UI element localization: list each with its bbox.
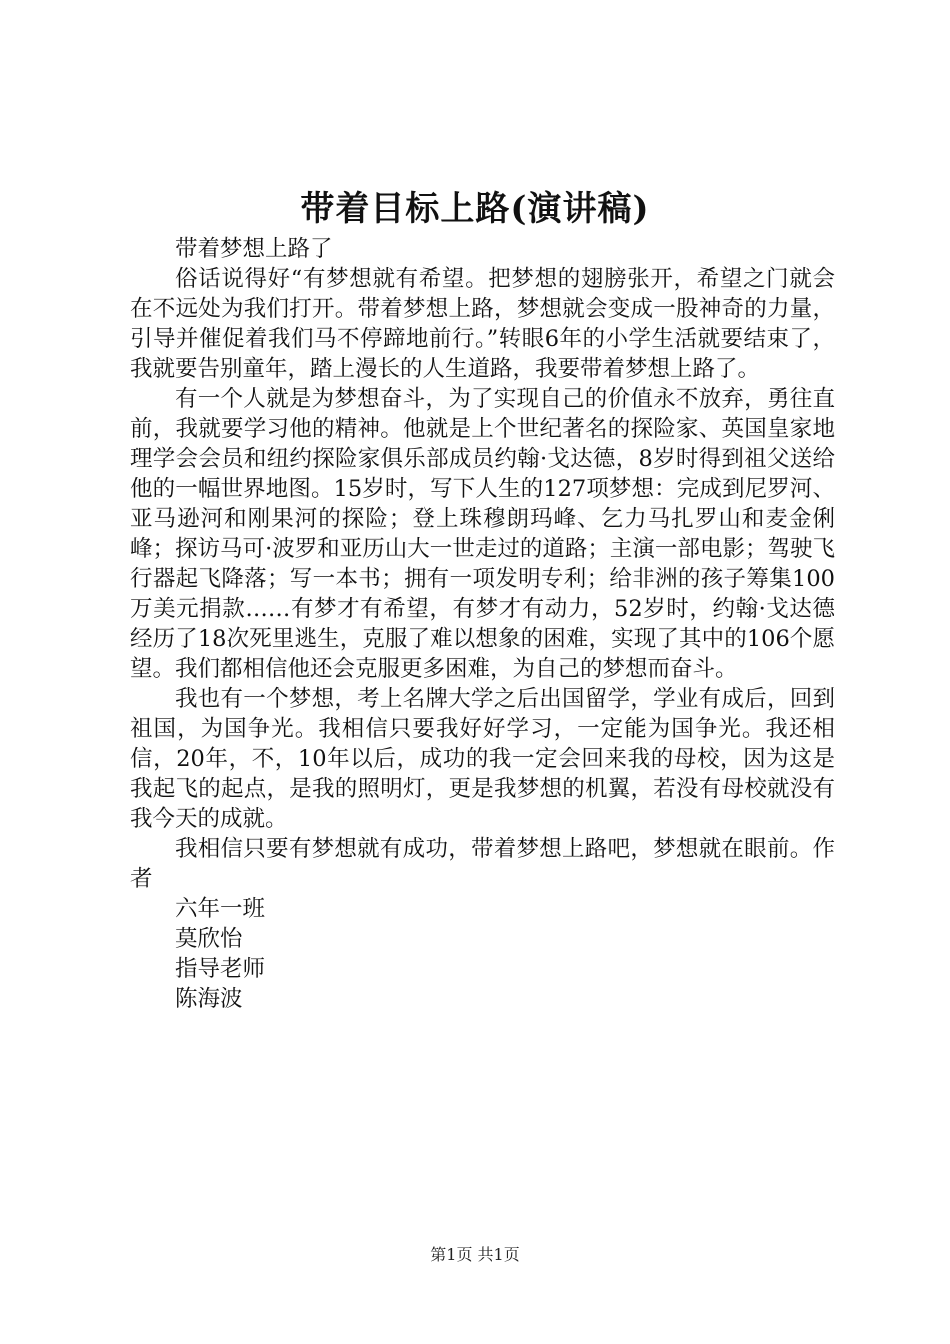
signature-author: 莫欣怡 — [175, 926, 243, 952]
signature-teacher-name: 陈海波 — [175, 986, 243, 1012]
document-body — [130, 234, 835, 1014]
signature-teacher-label: 指导老师 — [175, 956, 266, 982]
paragraph-3: 我也有一个梦想，考上名牌大学之后出国留学，学业有成后，回到祖国，为国争光。我相信只要我好好学习，一定能为国争光。我还相信，20年，不，10年以后，成功的我一定会回来我的母校，因为这是我起飞的起点，是我的照明灯，更是我梦想的机翼，若没有母校就没有我今天的成就。 — [130, 686, 835, 832]
paragraph-2: 有一个人就是为梦想奋斗，为了实现自己的价值永不放弃，勇往直前，我就要学习他的精神。他就是上个世纪著名的探险家、英国皇家地理学会会员和纽约探险家俱乐部成员约翰·戈达德，8岁时得到祖父送给他的一幅世界地图。15岁时，写下人生的127项梦想：完成到尼罗河、亚马逊河和刚果河的探险；登上珠穆朗玛峰、乞力马扎罗山和麦金俐峰；探访马可·波罗和亚历山大一世走过的道路；主演一部电影；驾驶飞行器起飞降落；写一本书；拥有一项发明专利；给非洲的孩子筹集100万美元捐款……有梦才有希望，有梦才有动力，52岁时，约翰·戈达德经历了18次死里逃生，克服了难以想象的困难，实现了其中的106个愿望。我们都相信他还会克服更多困难，为自己的梦想而奋斗。 — [130, 386, 835, 682]
document-title: 带着目标上路(演讲稿) — [300, 189, 650, 229]
paragraph-4: 我相信只要有梦想就有成功，带着梦想上路吧，梦想就在眼前。作者 — [130, 836, 835, 892]
page-number-footer: 第1页 共1页 — [430, 1245, 520, 1264]
subtitle-line: 带着梦想上路了 — [175, 236, 333, 262]
signature-class: 六年一班 — [175, 896, 266, 922]
paragraph-1: 俗话说得好“有梦想就有希望。把梦想的翅膀张开，希望之门就会在不远处为我们打开。带着梦想上路，梦想就会变成一股神奇的力量，引导并催促着我们马不停蹄地前行。”转眼6年的小学生活就要结束了，我就要告别童年，踏上漫长的人生道路，我要带着梦想上路了。 — [130, 266, 835, 382]
